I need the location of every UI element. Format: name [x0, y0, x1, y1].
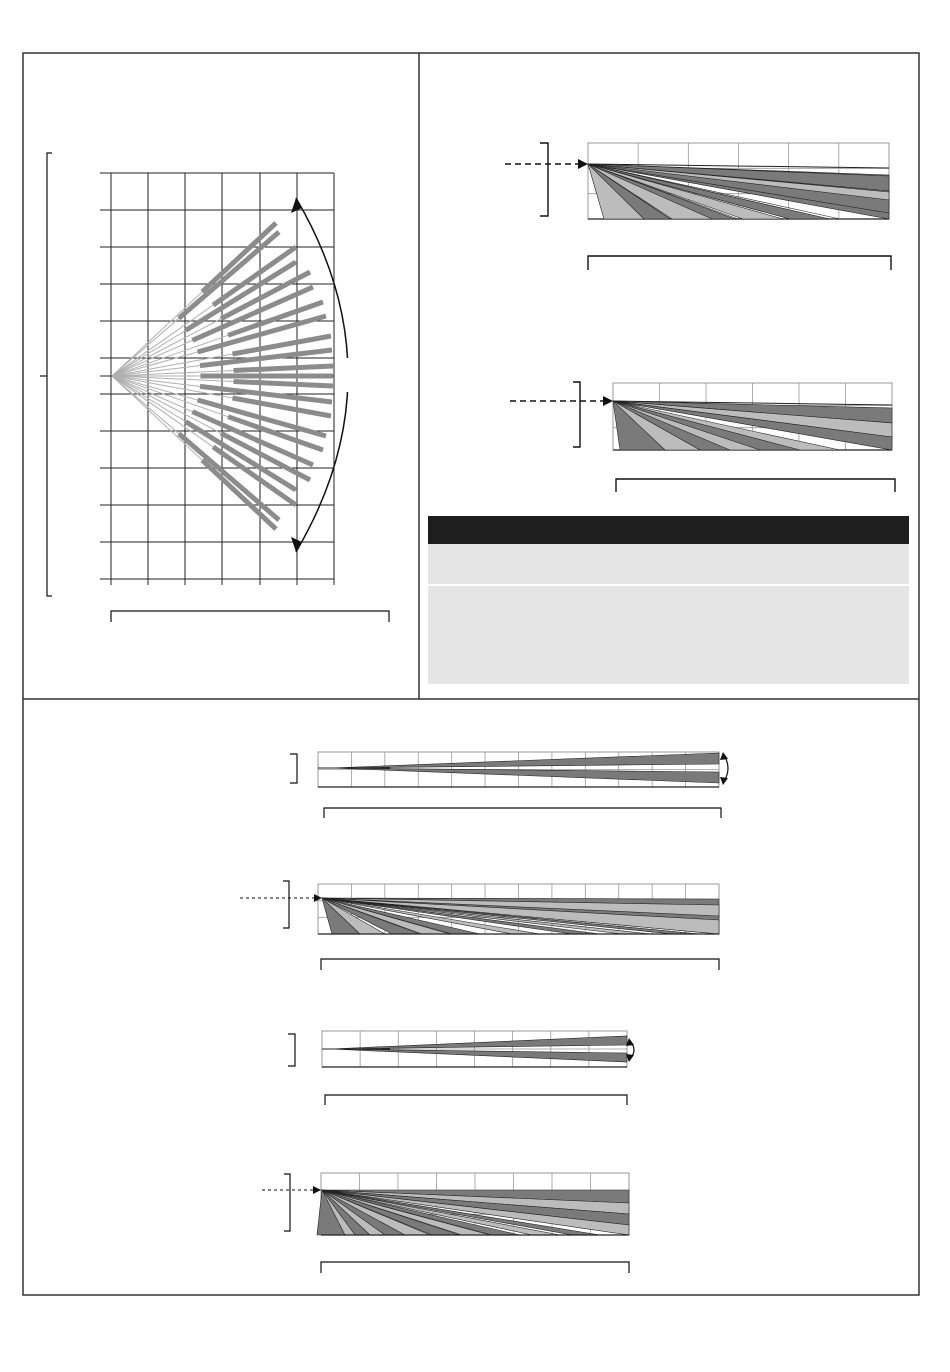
width-bracket [47, 153, 52, 596]
range-bracket [321, 959, 719, 970]
long-range-top-view-2 [322, 1031, 627, 1067]
arc-label-gap [345, 358, 375, 392]
width-bracket [290, 754, 297, 783]
range-bracket-lower [616, 479, 895, 492]
mount-height-arrowhead [313, 1186, 321, 1194]
spec-table-row-1 [428, 544, 909, 584]
mount-height-arrowhead [578, 159, 588, 169]
spread-arrowhead-bottom [720, 777, 728, 785]
side-view-diagram-upper [588, 143, 889, 219]
range-bracket [325, 1095, 627, 1105]
long-range-side-view-1 [318, 884, 719, 934]
spread-arrowhead-top [720, 752, 728, 760]
fan-beam-zone [234, 366, 333, 371]
fan-beam-zone [234, 382, 333, 387]
spec-table [428, 516, 909, 684]
range-bracket [324, 808, 721, 818]
range-bracket [321, 1262, 629, 1273]
range-bracket-upper [588, 256, 891, 270]
long-range-side-view-2 [317, 1173, 629, 1235]
height-bracket [573, 382, 580, 447]
height-bracket [283, 881, 289, 928]
height-bracket [284, 1174, 290, 1231]
range-bracket [111, 611, 389, 622]
width-bracket [288, 1034, 295, 1066]
long-range-top-view-1 [318, 752, 719, 787]
top-view-fan-diagram [40, 153, 389, 622]
spec-table-row-2 [428, 586, 909, 684]
mount-height-arrowhead [603, 396, 613, 406]
height-bracket [540, 143, 548, 216]
spec-table-header [428, 516, 909, 544]
side-view-diagram-lower [613, 383, 892, 450]
